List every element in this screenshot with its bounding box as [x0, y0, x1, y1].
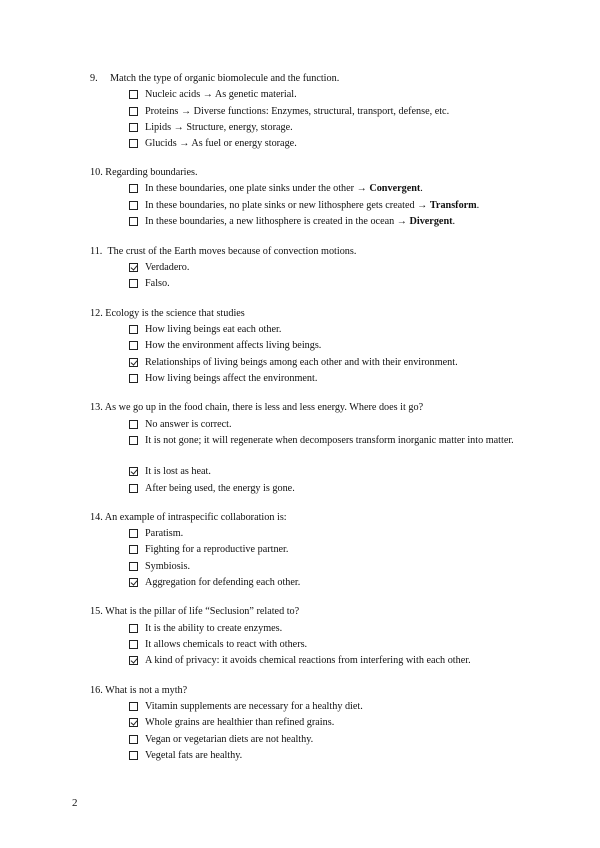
option-text: Proteins → Diverse functions: Enzymes, structural, transport, defense, etc. [145, 106, 450, 117]
checkbox[interactable] [129, 702, 138, 711]
option-text: After being used, the energy is gone. [145, 483, 295, 494]
option-text: It is the ability to create enzymes. [145, 623, 283, 634]
question-text: What is not a myth? [105, 685, 188, 696]
checkbox[interactable] [129, 139, 138, 148]
question-text: As we go up in the food chain, there is less and less energy. Where does it go? [104, 402, 424, 413]
checkbox[interactable] [129, 640, 138, 649]
option-text: It is not gone; it will regenerate when decomposers transform inorganic matter into matter. [145, 435, 514, 446]
question-number: 13. [90, 402, 103, 413]
option-answer: Convergent [369, 183, 421, 194]
checkbox[interactable] [129, 217, 138, 226]
question-text: Match the type of organic biomolecule and the function. [110, 73, 340, 84]
question-title [90, 167, 198, 179]
question-title [90, 606, 299, 618]
checkbox-checked[interactable] [129, 358, 138, 367]
question-number: 16. [90, 685, 103, 696]
question-text: The crust of the Earth moves because of convection motions. [107, 246, 357, 257]
option-text: Falso. [145, 278, 170, 289]
checkbox[interactable] [129, 325, 138, 334]
option-text: Vegetal fats are healthy. [145, 750, 243, 761]
checkbox[interactable] [129, 90, 138, 99]
checkbox[interactable] [129, 545, 138, 554]
question-text: An example of intraspecific collaboration is: [104, 512, 287, 523]
checkbox[interactable] [129, 341, 138, 350]
question-title [90, 73, 339, 85]
option-text: It is lost as heat. [145, 466, 211, 477]
option-text: Fighting for a reproductive partner. [145, 544, 289, 555]
question-number: 14. [90, 512, 103, 523]
question-title [90, 512, 287, 524]
question-number: 9. [90, 73, 98, 84]
checkbox[interactable] [129, 436, 138, 445]
question-number: 11. [90, 246, 103, 257]
option-text: Lipids → Structure, energy, storage. [145, 122, 293, 133]
option-text: How living beings eat each other. [145, 324, 282, 335]
checkbox[interactable] [129, 735, 138, 744]
checkbox[interactable] [129, 562, 138, 571]
checkbox[interactable] [129, 184, 138, 193]
option-text: A kind of privacy: it avoids chemical reactions from interfering with each other. [145, 655, 471, 666]
checkbox-checked[interactable] [129, 263, 138, 272]
option-text: Vegan or vegetarian diets are not healthy. [145, 734, 314, 745]
checkbox[interactable] [129, 123, 138, 132]
question-title [90, 308, 245, 320]
checkbox[interactable] [129, 279, 138, 288]
question-number: 15. [90, 606, 103, 617]
option-text: How living beings affect the environment. [145, 373, 318, 384]
checkbox[interactable] [129, 529, 138, 538]
option-text: In these boundaries, a new lithosphere is created in the ocean → Divergent. [145, 216, 456, 227]
option-text: How the environment affects living beings. [145, 340, 322, 351]
page-number: 2 [72, 797, 78, 809]
checkbox-checked[interactable] [129, 718, 138, 727]
checkbox-checked[interactable] [129, 656, 138, 665]
option-text: No answer is correct. [145, 419, 232, 430]
option-text: Vitamin supplements are necessary for a healthy diet. [145, 701, 363, 712]
option-text: Relationships of living beings among each other and with their environment. [145, 357, 458, 368]
question-text: What is the pillar of life “Seclusion” related to? [105, 606, 300, 617]
checkbox[interactable] [129, 420, 138, 429]
option-text: In these boundaries, no plate sinks or new lithosphere gets created → Transform. [145, 200, 480, 211]
option-text: Glucids → As fuel or energy storage. [145, 138, 297, 149]
option-answer: Divergent [409, 216, 453, 227]
option-text: Whole grains are healthier than refined grains. [145, 717, 335, 728]
question-text: Regarding boundaries. [105, 167, 198, 178]
checkbox[interactable] [129, 107, 138, 116]
checkbox[interactable] [129, 751, 138, 760]
question-number: 10. [90, 167, 103, 178]
question-title [90, 402, 423, 414]
checkbox[interactable] [129, 201, 138, 210]
checkbox[interactable] [129, 484, 138, 493]
option-text: Verdadero. [145, 262, 190, 273]
question-title [90, 685, 187, 697]
question-title [90, 246, 356, 258]
option-text: It allows chemicals to react with others. [145, 639, 308, 650]
option-text: In these boundaries, one plate sinks under the other → Convergent. [145, 183, 423, 194]
checkbox-checked[interactable] [129, 578, 138, 587]
option-answer: Transform [429, 200, 477, 211]
question-number: 12. [90, 308, 103, 319]
option-text: Symbiosis. [145, 561, 191, 572]
option-text: Aggregation for defending each other. [145, 577, 301, 588]
checkbox-checked[interactable] [129, 467, 138, 476]
option-text: Nucleic acids → As genetic material. [145, 89, 297, 100]
option-text: Paratism. [145, 528, 184, 539]
question-text: Ecology is the science that studies [105, 308, 245, 319]
checkbox[interactable] [129, 374, 138, 383]
checkbox[interactable] [129, 624, 138, 633]
